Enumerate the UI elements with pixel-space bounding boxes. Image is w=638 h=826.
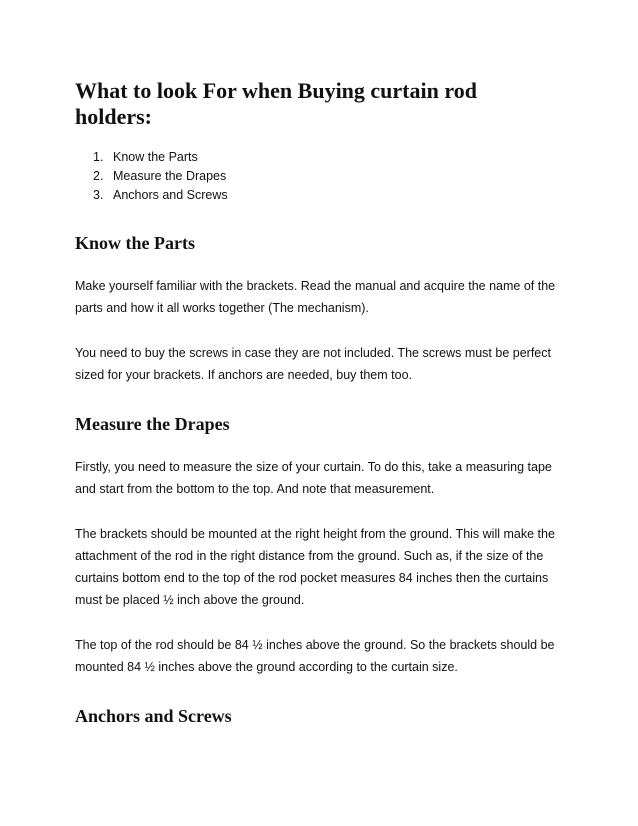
toc-item-label: Anchors and Screws	[113, 188, 228, 202]
page-title: What to look For when Buying curtain rod holders:	[75, 78, 477, 129]
section-heading-know-the-parts: Know the Parts	[75, 233, 195, 253]
toc-item-number: 2.	[93, 169, 104, 183]
paragraph-measure-the-drapes-2: The brackets should be mounted at the right height from the ground. This will make the attachment of the rod in the right distance from the ground. Such as, if the size of the curtains bottom end to the top of the rod pocket measures 84 inches then the curtains must be placed ½ inch above the ground.	[75, 527, 555, 607]
section-heading-measure-the-drapes: Measure the Drapes	[75, 414, 230, 434]
toc-item-measure-the-drapes	[75, 167, 228, 186]
paragraph-know-the-parts-1: Make yourself familiar with the brackets. Read the manual and acquire the name of the parts and how it all works together (The mechanism).	[75, 279, 556, 315]
toc-item-label: Measure the Drapes	[113, 169, 227, 183]
toc-item-anchors-and-screws	[75, 186, 228, 205]
section-heading-anchors-and-screws: Anchors and Screws	[75, 706, 232, 726]
toc-item-number: 3.	[93, 188, 104, 202]
toc-item-number: 1.	[93, 150, 104, 164]
toc-item-label: Know the Parts	[113, 150, 198, 164]
paragraph-know-the-parts-2: You need to buy the screws in case they are not included. The screws must be perfect sized for your brackets. If anchors are needed, buy them too.	[75, 346, 551, 382]
paragraph-measure-the-drapes-1: Firstly, you need to measure the size of your curtain. To do this, take a measuring tape and start from the bottom to the top. And note that measurement.	[75, 460, 552, 496]
paragraph-measure-the-drapes-3: The top of the rod should be 84 ½ inches above the ground. So the brackets should be mounted 84 ½ inches above the ground according to the curtain size.	[75, 638, 555, 674]
toc-item-know-the-parts	[75, 148, 228, 167]
table-of-contents	[75, 148, 228, 205]
